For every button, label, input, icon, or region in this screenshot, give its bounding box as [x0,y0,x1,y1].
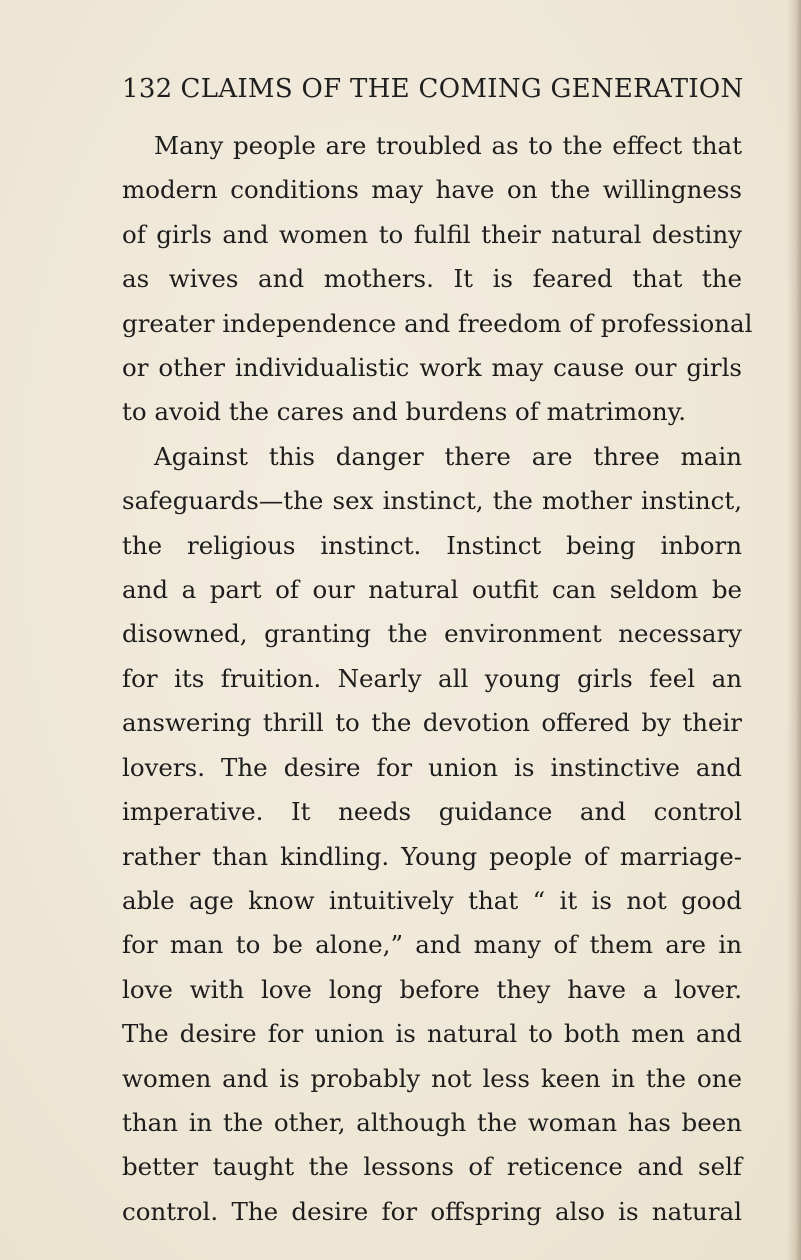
text-line: to avoid the cares and burdens of matrimony. [122,397,687,427]
text-line: control. The desire for offspring also is natural [122,1196,742,1226]
text-line: greater independence and freedom of professional [122,308,753,338]
text-line: The desire for union is natural to both men and [122,1019,742,1049]
text-line: modern conditions may have on the willingness [122,175,742,205]
running-head [122,74,744,104]
text-line: as wives and mothers. It is feared that the [122,264,742,294]
text-line: rather than kindling. Young people of marriage- [122,841,742,871]
text-line: and a part of our natural outfit can seldom be [122,575,742,605]
text-line: better taught the lessons of reticence and self [122,1152,742,1182]
text-line: women and is probably not less keen in the one [122,1063,742,1093]
text-line: answering thrill to the devotion offered by their [122,708,742,738]
text-line: for man to be alone,” and many of them are in [122,930,742,960]
body-text [122,124,753,1234]
text-line: or other individualistic work may cause our girls [122,353,742,383]
text-line: lovers. The desire for union is instinctive and [122,752,742,782]
page-number: 132 [122,74,173,104]
text-line: love with love long before they have a lover. [122,974,742,1004]
text-line: than in the other, although the woman has been [122,1107,742,1137]
text-line: Many people are troubled as to the effect that [154,131,742,160]
text-line: disowned, granting the environment necessary [122,619,742,649]
paragraph-2 [122,435,742,1234]
text-line: of girls and women to fulfil their natural destiny [122,219,742,249]
running-title: CLAIMS OF THE COMING GENERATION [180,74,744,104]
page-edge-shadow [787,0,801,1260]
text-line: the religious instinct. Instinct being inborn [122,530,742,560]
text-line: for its fruition. Nearly all young girls feel an [122,663,742,693]
text-line: able age know intuitively that “ it is not good [122,885,742,915]
text-line: Against this danger there are three main [154,441,742,471]
paragraph-1 [122,124,753,435]
text-line: imperative. It needs guidance and control [122,797,742,827]
text-line: safeguards—the sex instinct, the mother instinct, [122,486,742,516]
